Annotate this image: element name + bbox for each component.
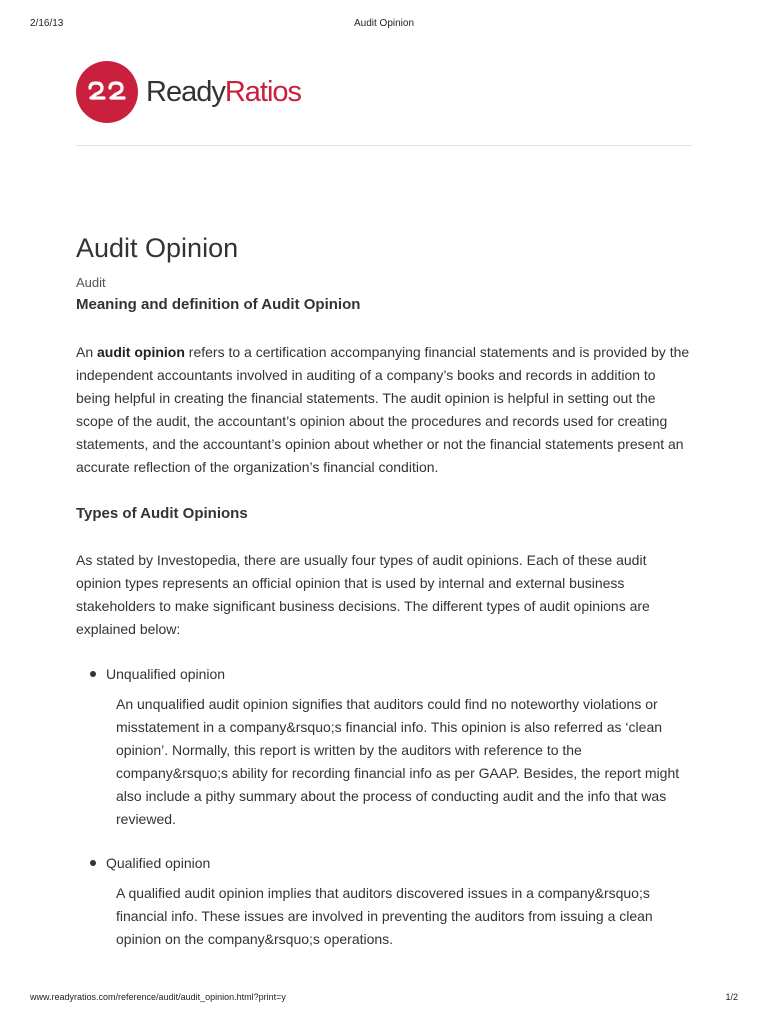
bullet-icon [90, 860, 96, 866]
opinion-types-list [76, 664, 692, 951]
list-item [76, 853, 692, 951]
article-subheading: Meaning and definition of Audit Opinion [76, 296, 361, 313]
site-logo[interactable] [76, 61, 301, 123]
types-intro-paragraph: As stated by Investopedia, there are usually four types of audit opinions. Each of these audit opinion types represents an official opinion that is used by internal and external business stakeholders to make significant business decisions. The different types of audit opinions are explained below: [76, 552, 650, 637]
bullet-icon [90, 671, 96, 677]
intro-bold-term: audit opinion [97, 344, 185, 360]
print-date: 2/16/13 [30, 18, 64, 29]
logo-wordmark [146, 76, 301, 109]
article-category[interactable]: Audit [76, 275, 106, 290]
opinion-type-description: A qualified audit opinion implies that auditors discovered issues in a company&rsquo;s financial info. These issues are involved in preventing the auditors from issuing a clean opinion on the company&rsquo;s operations. [116, 885, 653, 947]
print-page-title: Audit Opinion [353, 18, 415, 29]
intro-rest: refers to a certification accompanying financial statements and is provided by the independent accountants involved in auditing of a company’s books and records in addition to being helpful in creating the financial statements. The audit opinion is helpful in setting out the scope of the audit, the accountant’s opinion about the procedures and records used for creating statements, and the accountant’s opinion about whether or not the financial statements present an accurate reflection of the organization’s financial condition. [76, 344, 690, 475]
logo-word-ready: Ready [146, 75, 225, 108]
opinion-type-description: An unqualified audit opinion signifies that auditors could find no noteworthy violations or misstatement in a company&rsquo;s financial info. This opinion is also referred as ‘clean opinion’. Normally, this report is written by the auditors with reference to the company&rsquo;s ability for recording financial info as per GAAP. Besides, the report might also include a pithy summary about the process of conducting audit and the info that was reviewed. [116, 696, 680, 827]
page-number: 1/2 [725, 992, 738, 1002]
opinion-type-name: Qualified opinion [106, 855, 211, 871]
intro-prefix: An [76, 344, 98, 360]
types-heading: Types of Audit Opinions [76, 505, 248, 522]
print-url[interactable]: www.readyratios.com/reference/audit/audit_opinion.html?print=y [30, 992, 286, 1002]
header-divider [76, 145, 692, 146]
logo-word-ratios: Ratios [224, 75, 302, 108]
intro-paragraph [76, 341, 692, 479]
article [76, 230, 692, 951]
opinion-type-name: Unqualified opinion [106, 666, 226, 682]
readyratios-logo-icon [76, 61, 138, 123]
list-item [76, 664, 692, 831]
article-title: Audit Opinion [76, 233, 239, 263]
